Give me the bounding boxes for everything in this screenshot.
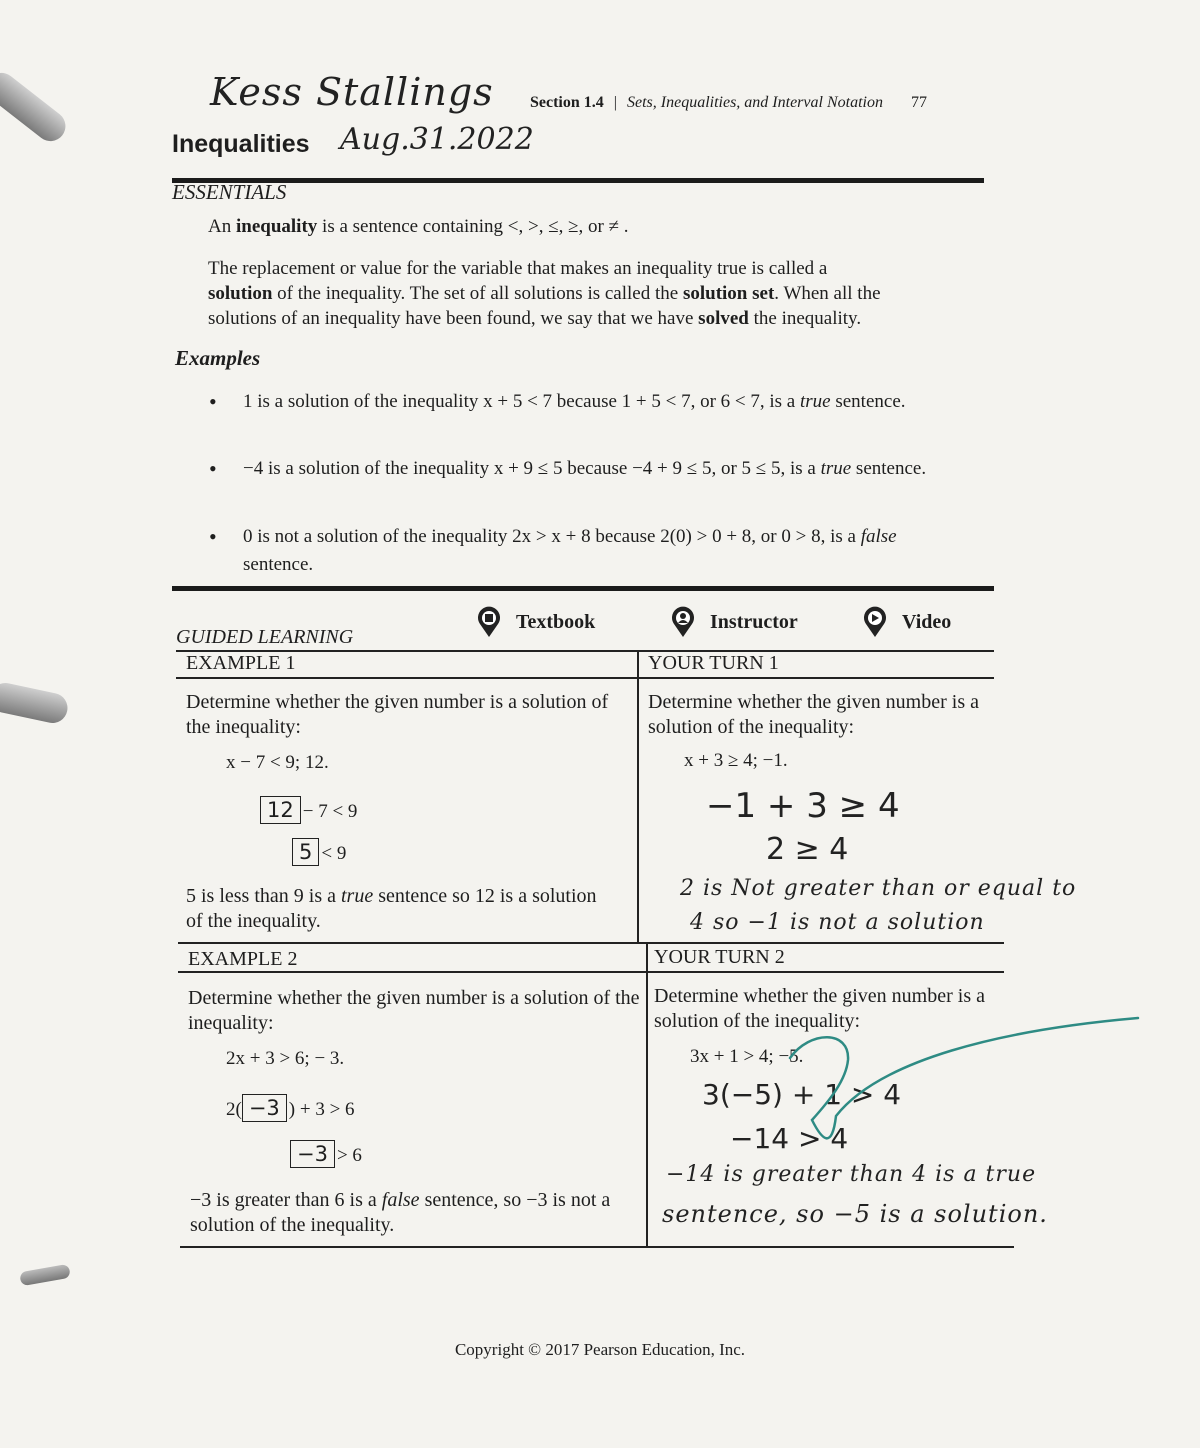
tab-textbook-label: Textbook [516,610,596,633]
turn1-handwritten-note1: 2 is Not greater than or equal to [680,876,1077,901]
turn2-problem: 3x + 1 > 4; −5. [690,1046,804,1067]
binder-clip-bottom [19,1264,71,1286]
tab-instructor-label: Instructor [710,610,798,633]
p2-term-solved: solved [698,308,749,329]
essentials-label: ESSENTIALS [172,180,287,204]
ex1-c-em: true [341,885,374,907]
turn2-handwritten-step2: −14 > 4 [730,1122,849,1155]
example1-step1-box: 12 [260,796,301,824]
page-header [530,94,927,112]
p2-d: solutions of an inequality have been found, we say that we have [208,308,699,329]
ex2-c-post: sentence, so −3 is not a solution of the inequality. [190,1189,611,1236]
example2-prompt: Determine whether the given number is a solution of the inequality: [188,987,640,1034]
example1-problem: x − 7 < 9; 12. [226,752,329,773]
example1-conclusion [186,884,606,934]
example2-step1-rest: ) + 3 > 6 [288,1099,355,1120]
turn1-handwritten-step2: 2 ≥ 4 [766,832,849,867]
example-bullet-3 [243,523,963,579]
example2-step1-box: −3 [242,1094,287,1122]
p2-a: The replacement or value for the variable that makes an inequality true is called a [208,258,828,279]
example-bullet-2 [243,455,963,483]
section-subject: Sets, Inequalities, and Interval Notation [626,94,883,111]
bullet-1-em: true [800,391,831,412]
grid-line [178,942,1004,944]
binder-clip-middle [0,680,70,726]
example2-problem: 2x + 3 > 6; − 3. [226,1048,345,1069]
turn1-handwritten-note2: 4 so −1 is not a solution [690,910,985,935]
p2-e: the inequality. [748,308,862,329]
instructor-pin-icon [670,606,696,638]
example1-step1-rest: − 7 < 9 [302,801,358,822]
bullet-3-tail: sentence. [243,554,314,575]
example2-step1-pre: 2( [226,1099,242,1120]
turn1-problem: x + 3 ≥ 4; −1. [684,750,788,771]
example1-step1 [260,796,357,824]
tab-video[interactable] [862,606,951,638]
handwritten-name: Kess Stallings [210,70,494,114]
bullet-1-text: 1 is a solution of the inequality x + 5 < 7 because 1 + 5 < 7, or 6 < 7, is a [243,391,800,412]
page-number: 77 [910,94,927,111]
example1-prompt: Determine whether the given number is a solution of the inequality: [186,691,609,738]
video-pin-icon [862,606,888,638]
bullet-2-text: −4 is a solution of the inequality x + 9 ≤ 5 because −4 + 9 ≤ 5, or 5 ≤ 5, is a [243,458,821,479]
turn1-handwritten-step1: −1 + 3 ≥ 4 [706,786,900,826]
grid-line [180,1246,1014,1248]
grid-line [176,650,994,652]
turn2-header: YOUR TURN 2 [654,946,785,968]
bullet-2-tail: sentence. [851,458,927,479]
section-number: Section 1.4 [530,94,604,111]
textbook-pin-icon [476,606,502,638]
inequality-definition [208,214,968,239]
example2-step2-rest: > 6 [336,1145,362,1166]
solution-definition [208,256,988,331]
binder-clip-top [0,67,71,147]
grid-divider [646,944,648,1246]
example1-step2 [292,838,346,866]
example2-conclusion [190,1188,630,1238]
grid-line [176,677,994,679]
grid-line [178,971,1004,973]
def-pre: An [208,216,236,237]
example1-header: EXAMPLE 1 [186,652,296,674]
p2-b: of the inequality. The set of all solutions is called the [272,283,683,304]
copyright-footer: Copyright © 2017 Pearson Education, Inc. [454,1340,746,1359]
turn2-handwritten-note2: sentence, so −5 is a solution. [662,1200,1048,1228]
examples-rule [172,586,994,591]
example2-header: EXAMPLE 2 [188,948,298,970]
examples-heading: Examples [175,346,261,370]
ex1-c-post: sentence so 12 is a solution of the inequality. [186,885,597,932]
example2-step2-box: −3 [290,1140,335,1168]
example2-step2 [290,1140,362,1168]
tab-video-label: Video [902,610,952,633]
turn2-prompt: Determine whether the given number is a solution of the inequality: [654,985,985,1032]
page-title: Inequalities [172,130,310,158]
tab-textbook[interactable] [476,606,595,638]
title-rule [172,178,984,183]
example-bullet-1 [243,388,963,416]
bullet-2-em: true [820,458,852,479]
example1-step2-box: 5 [292,838,319,866]
ex2-c-em: false [381,1189,420,1211]
guided-learning-label: GUIDED LEARNING [176,626,354,648]
p2-c: . When all the [774,283,881,304]
grid-divider [637,652,639,944]
bullet-3-text: 0 is not a solution of the inequality 2x > x + 8 because 2(0) > 0 + 8, or 0 > 8, is a [243,526,861,547]
p2-term-solution: solution [208,283,273,304]
tab-instructor[interactable] [670,606,798,638]
turn1-header: YOUR TURN 1 [648,652,779,674]
bullet-1-tail: sentence. [830,391,906,412]
handwritten-date: Aug.31.2022 [340,122,534,157]
def-post: is a sentence containing <, >, ≤, ≥, or ≠ . [317,216,629,237]
def-term: inequality [235,216,318,237]
example1-step2-rest: < 9 [321,843,347,864]
p2-term-solution-set: solution set [682,283,775,304]
bullet-3-em: false [860,526,897,547]
turn2-handwritten-step1: 3(−5) + 1 > 4 [702,1078,902,1111]
turn2-handwritten-note1: −14 is greater than 4 is a true [666,1162,1037,1187]
ex1-c-pre: 5 is less than 9 is a [186,885,341,907]
header-separator: | [613,94,617,111]
turn1-prompt: Determine whether the given number is a solution of the inequality: [648,691,979,738]
example2-step1 [226,1094,355,1122]
ex2-c-pre: −3 is greater than 6 is a [190,1189,382,1211]
